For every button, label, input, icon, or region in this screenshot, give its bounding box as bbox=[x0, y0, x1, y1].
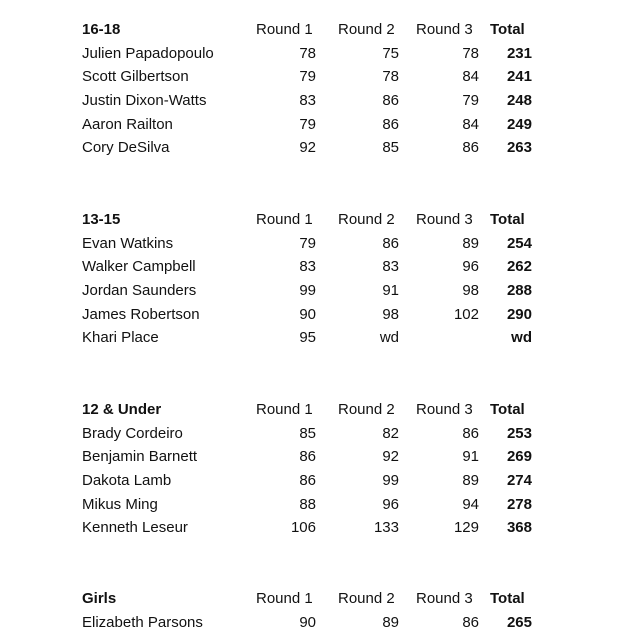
round3-score: 89 bbox=[462, 472, 479, 490]
round3-header: Round 3 bbox=[416, 590, 473, 607]
section-title: 16-18 bbox=[82, 21, 121, 38]
player-name: Jordan Saunders bbox=[82, 282, 197, 300]
section-header-row bbox=[0, 398, 620, 422]
table-row bbox=[0, 232, 620, 256]
section-12-under bbox=[0, 398, 620, 540]
player-name: Brady Cordeiro bbox=[82, 424, 183, 442]
player-name: Dakota Lamb bbox=[82, 472, 172, 490]
table-row bbox=[0, 493, 620, 517]
table-row bbox=[0, 422, 620, 446]
round2-header: Round 2 bbox=[338, 401, 395, 418]
section-girls bbox=[0, 587, 620, 634]
round3-score: 78 bbox=[462, 44, 479, 62]
table-row bbox=[0, 516, 620, 540]
table-row bbox=[0, 113, 620, 137]
table-row bbox=[0, 611, 620, 635]
total-score: 274 bbox=[506, 472, 532, 490]
round2-score: 86 bbox=[382, 92, 399, 110]
table-row bbox=[0, 65, 620, 89]
round1-header: Round 1 bbox=[256, 21, 313, 38]
total-score: 231 bbox=[506, 44, 532, 62]
total-score: 263 bbox=[506, 139, 532, 157]
player-name: Elizabeth Parsons bbox=[82, 613, 203, 631]
total-header: Total bbox=[490, 401, 525, 418]
total-score: 254 bbox=[506, 234, 532, 252]
table-row bbox=[0, 42, 620, 66]
round3-score: 86 bbox=[462, 139, 479, 157]
total-score: 368 bbox=[506, 519, 532, 537]
player-name: Khari Place bbox=[82, 329, 159, 347]
round1-score: 83 bbox=[299, 258, 316, 276]
round1-score: 86 bbox=[299, 448, 316, 466]
total-score: 249 bbox=[506, 115, 532, 133]
total-score: 288 bbox=[506, 282, 532, 300]
round1-score: 86 bbox=[299, 472, 316, 490]
player-name: Walker Campbell bbox=[82, 258, 196, 276]
round2-score: 83 bbox=[382, 258, 399, 276]
round2-score: 89 bbox=[382, 613, 399, 631]
round1-score: 79 bbox=[299, 115, 316, 133]
round3-score: 96 bbox=[462, 258, 479, 276]
round2-score: 82 bbox=[382, 424, 399, 442]
round3-score: 98 bbox=[462, 282, 479, 300]
section-header-row bbox=[0, 208, 620, 232]
total-score: 278 bbox=[506, 495, 532, 513]
round1-header: Round 1 bbox=[256, 590, 313, 607]
round3-score: 86 bbox=[462, 613, 479, 631]
total-score: 253 bbox=[506, 424, 532, 442]
table-row bbox=[0, 255, 620, 279]
round1-header: Round 1 bbox=[256, 211, 313, 228]
player-name: Mikus Ming bbox=[82, 495, 158, 513]
player-name: Evan Watkins bbox=[82, 234, 174, 252]
player-name: Cory DeSilva bbox=[82, 139, 170, 157]
round3-score: 129 bbox=[453, 519, 479, 537]
section-13-15 bbox=[0, 208, 620, 350]
total-score: wd bbox=[511, 329, 532, 347]
round1-score: 99 bbox=[299, 282, 316, 300]
round1-score: 90 bbox=[299, 305, 316, 323]
round2-header: Round 2 bbox=[338, 21, 395, 38]
table-row bbox=[0, 279, 620, 303]
table-row bbox=[0, 469, 620, 493]
round2-score: 99 bbox=[382, 472, 399, 490]
section-header-row bbox=[0, 18, 620, 42]
round2-score: 98 bbox=[382, 305, 399, 323]
player-name: Kenneth Leseur bbox=[82, 519, 188, 537]
table-row bbox=[0, 326, 620, 350]
total-score: 290 bbox=[506, 305, 532, 323]
player-name: Julien Papadopoulo bbox=[82, 44, 214, 62]
total-score: 265 bbox=[506, 613, 532, 631]
player-name: Justin Dixon-Watts bbox=[82, 92, 207, 110]
section-header-row bbox=[0, 587, 620, 611]
round1-score: 92 bbox=[299, 139, 316, 157]
round2-score: 91 bbox=[382, 282, 399, 300]
section-title: 12 & Under bbox=[82, 401, 162, 418]
round2-header: Round 2 bbox=[338, 590, 395, 607]
round3-header: Round 3 bbox=[416, 401, 473, 418]
round3-score: 79 bbox=[462, 92, 479, 110]
total-header: Total bbox=[490, 21, 525, 38]
total-header: Total bbox=[490, 211, 525, 228]
round2-score: 78 bbox=[382, 68, 399, 86]
total-header: Total bbox=[490, 590, 525, 607]
round2-score: wd bbox=[379, 329, 399, 347]
round1-score: 106 bbox=[290, 519, 316, 537]
round2-score: 85 bbox=[382, 139, 399, 157]
total-score: 269 bbox=[506, 448, 532, 466]
player-name: James Robertson bbox=[82, 305, 200, 323]
round1-score: 83 bbox=[299, 92, 316, 110]
round1-header: Round 1 bbox=[256, 401, 313, 418]
total-score: 241 bbox=[506, 68, 532, 86]
round2-score: 133 bbox=[373, 519, 399, 537]
table-row bbox=[0, 136, 620, 160]
round1-score: 88 bbox=[299, 495, 316, 513]
player-name: Aaron Railton bbox=[82, 115, 173, 133]
round3-score: 94 bbox=[462, 495, 479, 513]
round1-score: 90 bbox=[299, 613, 316, 631]
player-name: Benjamin Barnett bbox=[82, 448, 198, 466]
round1-score: 95 bbox=[299, 329, 316, 347]
round3-header: Round 3 bbox=[416, 211, 473, 228]
round1-score: 85 bbox=[299, 424, 316, 442]
round2-score: 86 bbox=[382, 115, 399, 133]
round3-score: 91 bbox=[462, 448, 479, 466]
round3-score: 84 bbox=[462, 115, 479, 133]
round2-score: 92 bbox=[382, 448, 399, 466]
round3-score: 102 bbox=[453, 305, 479, 323]
player-name: Scott Gilbertson bbox=[82, 68, 189, 86]
section-title: Girls bbox=[82, 590, 117, 607]
round1-score: 79 bbox=[299, 68, 316, 86]
total-score: 262 bbox=[506, 258, 532, 276]
round2-score: 75 bbox=[382, 44, 399, 62]
round3-score: 84 bbox=[462, 68, 479, 86]
round2-score: 86 bbox=[382, 234, 399, 252]
section-16-18 bbox=[0, 18, 620, 160]
round3-score: 89 bbox=[462, 234, 479, 252]
total-score: 248 bbox=[506, 92, 532, 110]
table-row bbox=[0, 445, 620, 469]
table-row bbox=[0, 89, 620, 113]
round1-score: 79 bbox=[299, 234, 316, 252]
round1-score: 78 bbox=[299, 44, 316, 62]
round3-header: Round 3 bbox=[416, 21, 473, 38]
section-title: 13-15 bbox=[82, 211, 121, 228]
round2-header: Round 2 bbox=[338, 211, 395, 228]
round2-score: 96 bbox=[382, 495, 399, 513]
round3-score: 86 bbox=[462, 424, 479, 442]
table-row bbox=[0, 303, 620, 327]
